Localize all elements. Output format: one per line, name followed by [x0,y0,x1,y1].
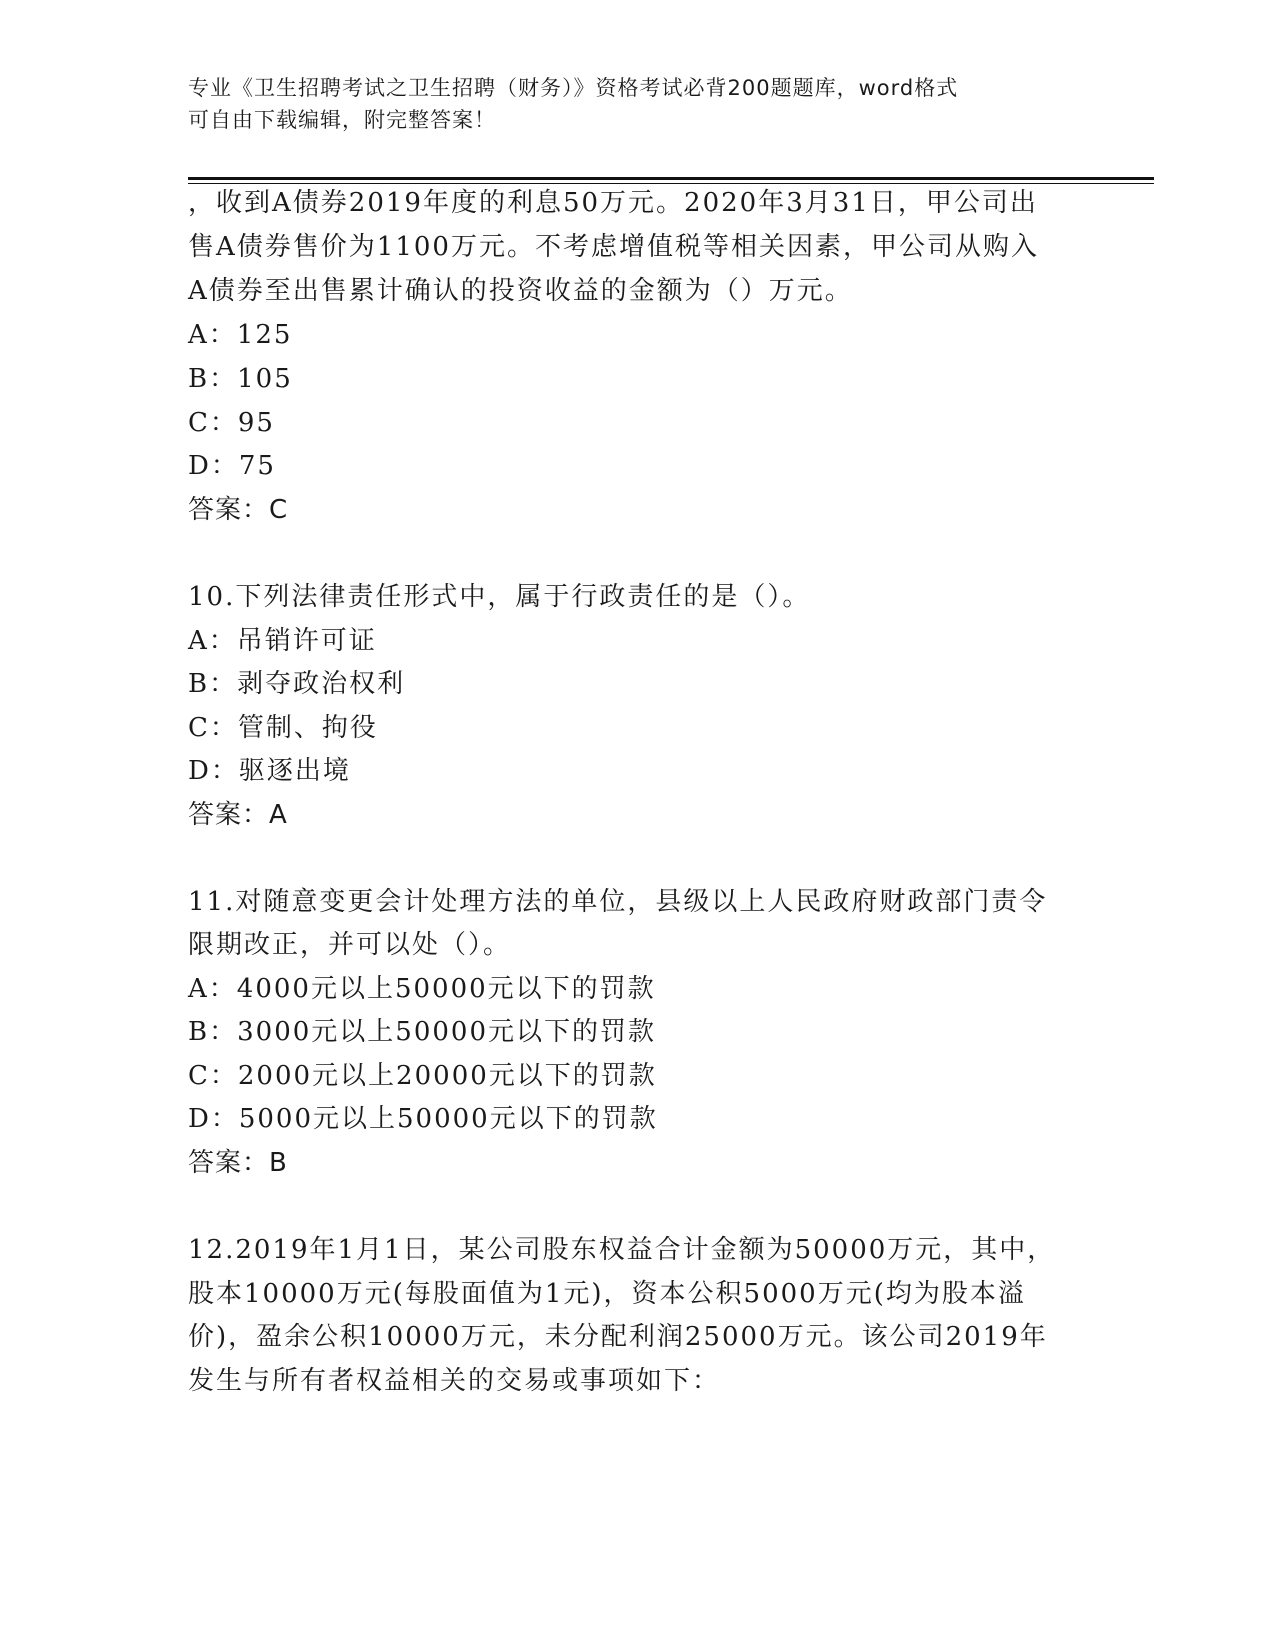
header-divider-thick [188,177,1154,180]
q10-option-a: A：吊销许可证 [188,626,377,656]
q11-option-a: A：4000元以上50000元以下的罚款 [188,974,656,1004]
header-title-line-2: 可自由下载编辑，附完整答案！ [188,108,496,132]
q9-answer: 答案：C [188,495,289,525]
document-header [188,72,1068,136]
q10-answer: 答案：A [188,800,288,830]
header-divider-thin [188,183,1154,184]
q12-stem-line-4: 发生与所有者权益相关的交易或事项如下： [188,1366,721,1396]
q10-stem-line-1: 10.下列法律责任形式中，属于行政责任的是（）。 [188,582,811,612]
q11-stem-line-1: 11.对随意变更会计处理方法的单位，县级以上人民政府财政部门责令 [188,887,1048,917]
q9-stem-line-1: ，收到A债券2019年度的利息50万元。2020年3月31日，甲公司出 [188,188,1038,218]
q12-stem-line-1: 12.2019年1月1日，某公司股东权益合计金额为50000万元，其中， [188,1235,1056,1265]
q9-option-a: A：125 [188,320,293,350]
q10-option-d: D：驱逐出境 [188,756,351,786]
q9-option-b: B：105 [188,364,293,394]
q12-stem-line-3: 价)，盈余公积10000万元，未分配利润25000万元。该公司2019年 [188,1322,1048,1352]
q9-option-d: D：75 [188,451,276,481]
header-title-line-1: 专业《卫生招聘考试之卫生招聘（财务）》资格考试必背200题题库，word格式 [188,76,959,100]
q11-option-d: D：5000元以上50000元以下的罚款 [188,1104,658,1134]
q10-option-b: B：剥夺政治权利 [188,669,406,699]
q9-stem-line-3: A债券至出售累计确认的投资收益的金额为（）万元。 [188,276,853,306]
q9-stem-line-2: 售A债券售价为1100万元。不考虑增值税等相关因素，甲公司从购入 [188,232,1039,262]
q11-answer: 答案：B [188,1148,288,1178]
q10-option-c: C：管制、拘役 [188,713,378,743]
q11-option-b: B：3000元以上50000元以下的罚款 [188,1017,656,1047]
q11-stem-line-2: 限期改正，并可以处（）。 [188,930,512,960]
q12-stem-line-2: 股本10000万元(每股面值为1元)，资本公积5000万元(均为股本溢 [188,1279,1026,1309]
q11-option-c: C：2000元以上20000元以下的罚款 [188,1061,657,1091]
q9-option-c: C：95 [188,408,275,438]
